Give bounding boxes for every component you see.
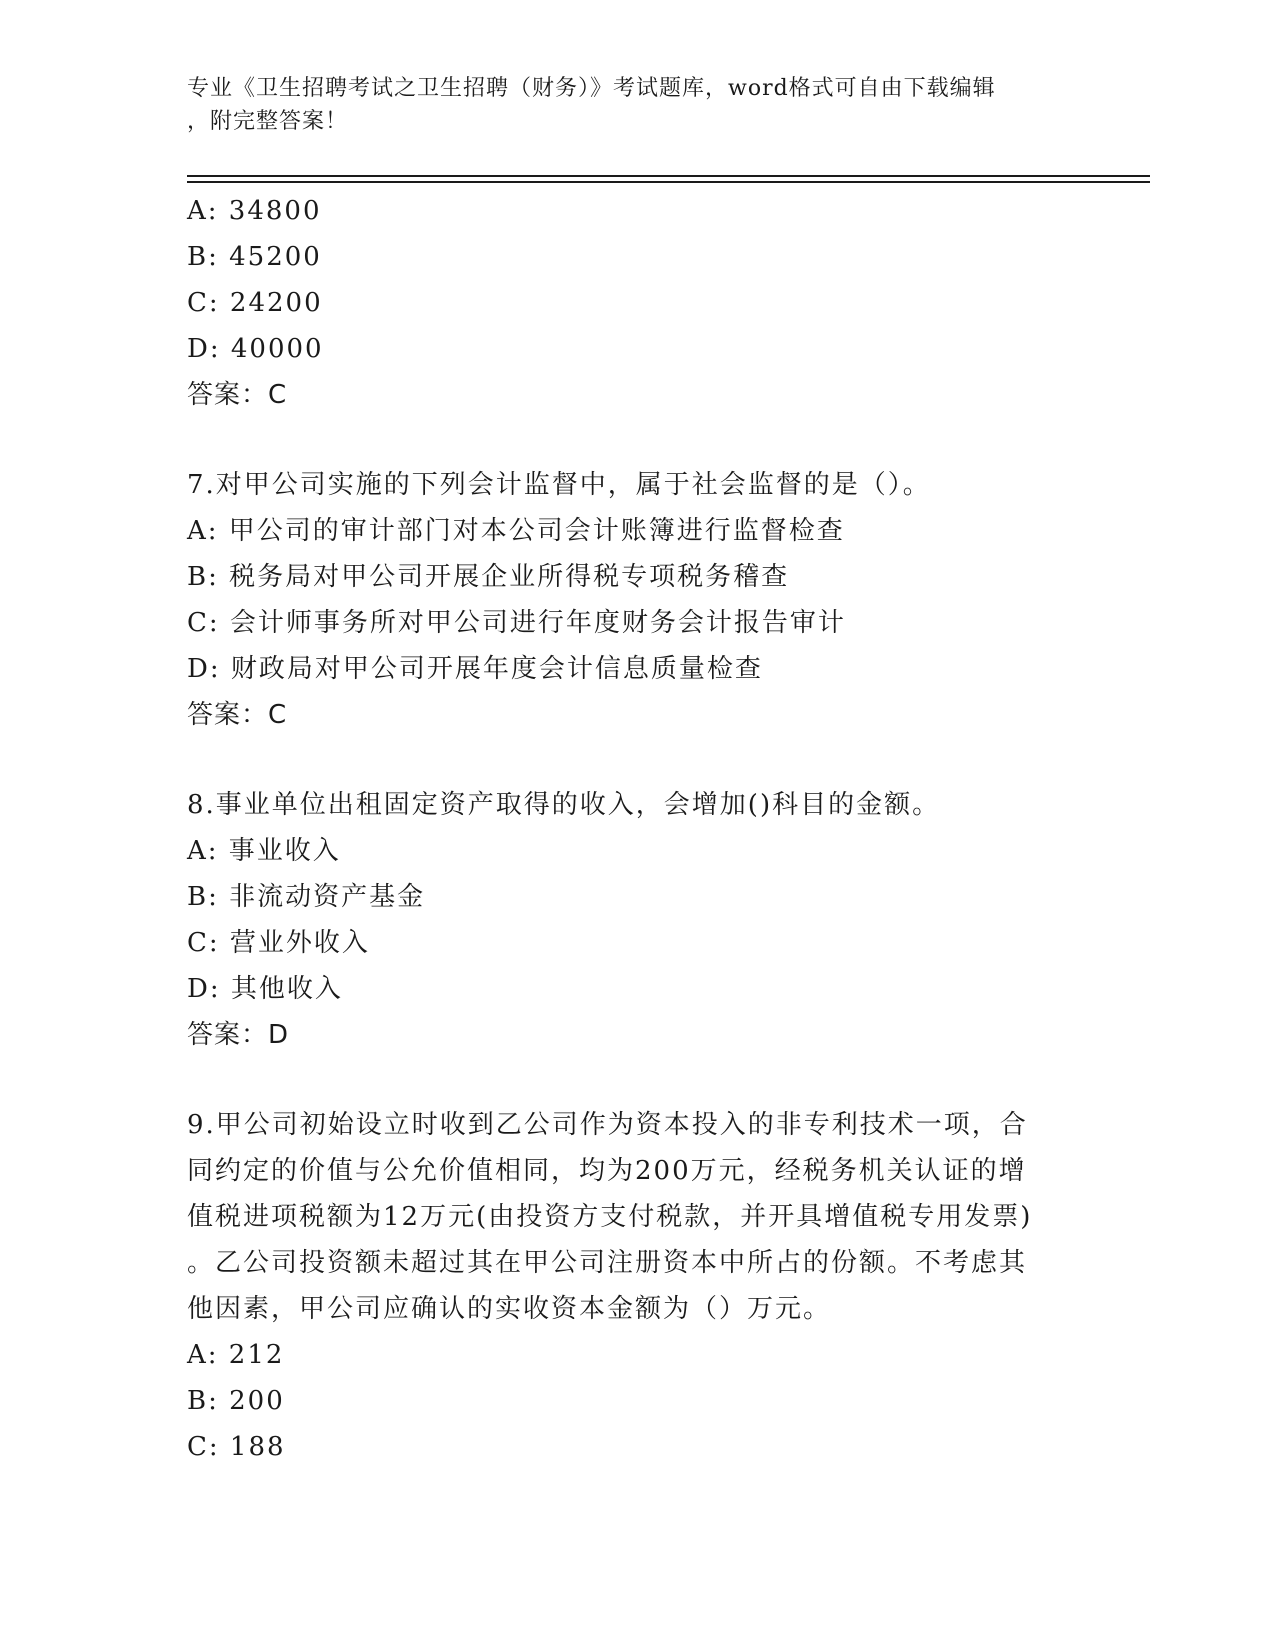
option-d: D: 其他收入 [187,974,343,1004]
option-d: D: 40000 [187,334,324,364]
question-6-options [187,188,1087,418]
option-b: B: 非流动资产基金 [187,882,426,912]
option-c: C: 24200 [187,288,323,318]
option-b: B: 税务局对甲公司开展企业所得税专项税务稽查 [187,562,790,592]
question-list [187,188,1087,1470]
question-text: 7.对甲公司实施的下列会计监督中，属于社会监督的是（）。 [187,470,931,500]
option-b: B: 200 [187,1386,285,1416]
option-d: D: 财政局对甲公司开展年度会计信息质量检查 [187,654,763,684]
header-divider-top [187,175,1150,177]
question-8 [187,782,1087,1058]
question-text-line: 9.甲公司初始设立时收到乙公司作为资本投入的非专利技术一项，合 [187,1110,1028,1140]
question-text-line: 他因素，甲公司应确认的实收资本金额为（）万元。 [187,1294,832,1324]
option-a: A: 甲公司的审计部门对本公司会计账簿进行监督检查 [187,516,845,546]
question-text-line: 值税进项税额为12万元(由投资方支付税款，并开具增值税专用发票) [187,1202,1033,1232]
answer: 答案：C [187,700,288,730]
option-a: A: 事业收入 [187,836,341,866]
option-a: A: 212 [187,1340,285,1370]
header-divider-bottom [187,181,1150,183]
header-line-2: ，附完整答案！ [187,109,349,134]
option-c: C: 营业外收入 [187,928,370,958]
header-line-1: 专业《卫生招聘考试之卫生招聘（财务）》考试题库，word格式可自由下载编辑 [187,76,996,101]
spacer [187,1058,1087,1102]
document-header [187,72,1067,138]
spacer [187,418,1087,462]
question-7 [187,462,1087,738]
question-9 [187,1102,1087,1470]
option-c: C: 188 [187,1432,286,1462]
spacer [187,738,1087,782]
answer: 答案：D [187,1020,290,1050]
question-text: 8.事业单位出租固定资产取得的收入，会增加()科目的金额。 [187,790,941,820]
option-c: C: 会计师事务所对甲公司进行年度财务会计报告审计 [187,608,846,638]
answer: 答案：C [187,380,288,410]
question-text-line: 。乙公司投资额未超过其在甲公司注册资本中所占的份额。不考虑其 [187,1248,1028,1278]
option-a: A: 34800 [187,196,322,226]
option-b: B: 45200 [187,242,322,272]
question-text-line: 同约定的价值与公允价值相同，均为200万元，经税务机关认证的增 [187,1156,1027,1186]
